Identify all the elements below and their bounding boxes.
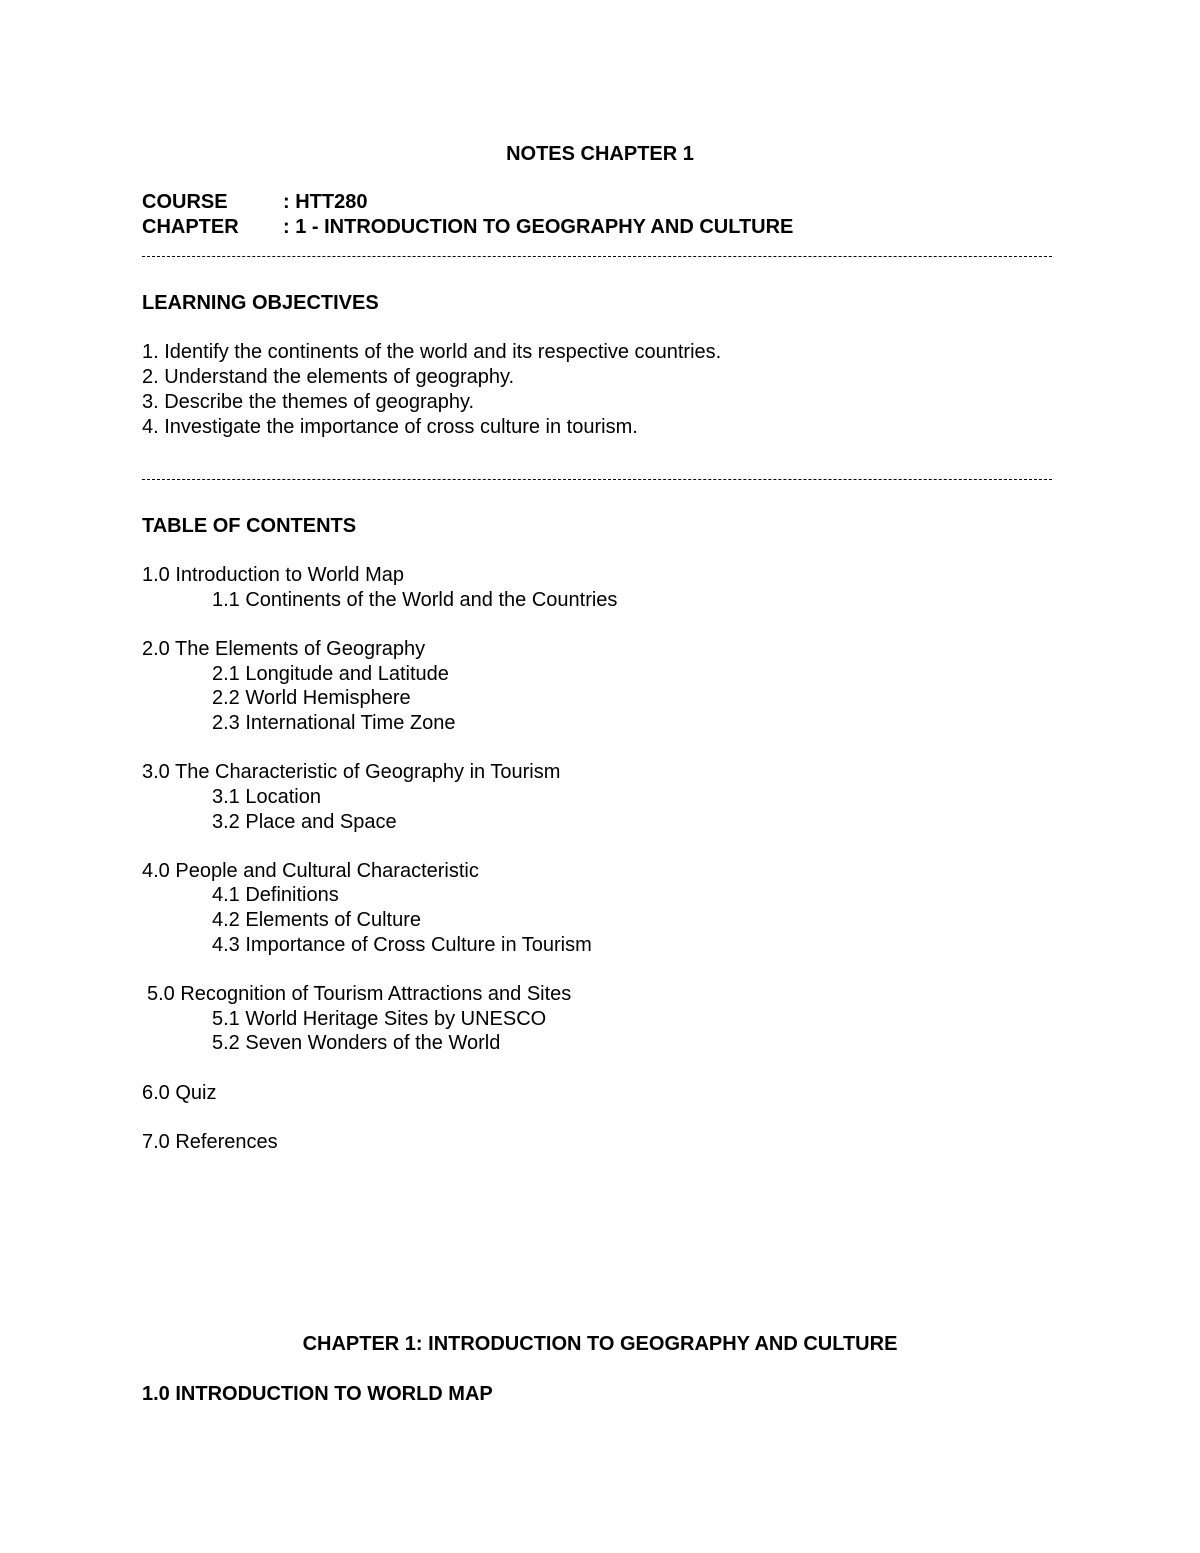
toc-section xyxy=(142,1081,1042,1106)
toc-heading: TABLE OF CONTENTS xyxy=(142,515,357,537)
section-heading: 1.0 INTRODUCTION TO WORLD MAP xyxy=(142,1383,493,1405)
toc-subsection: 2.2 World Hemisphere xyxy=(212,687,411,710)
objective-item: 3. Describe the themes of geography. xyxy=(142,391,475,413)
course-value: : HTT280 xyxy=(283,191,368,213)
chapter-heading: CHAPTER 1: INTRODUCTION TO GEOGRAPHY AND CULTURE xyxy=(302,1333,898,1355)
toc-subsection: 1.1 Continents of the World and the Countries xyxy=(212,588,618,611)
toc-subsection: 3.1 Location xyxy=(212,785,321,808)
toc-section-title: 3.0 The Characteristic of Geography in Tourism xyxy=(142,761,561,784)
toc-section-title: 4.0 People and Cultural Characteristic xyxy=(142,859,479,882)
objective-item: 1. Identify the continents of the world and its respective countries. xyxy=(142,341,722,363)
toc-section xyxy=(142,982,1042,1056)
objective-item: 2. Understand the elements of geography. xyxy=(142,366,515,388)
toc-subsection: 2.1 Longitude and Latitude xyxy=(212,662,449,685)
toc-subsection: 5.1 World Heritage Sites by UNESCO xyxy=(212,1007,547,1030)
toc-section xyxy=(142,859,1042,958)
learning-objectives-heading: LEARNING OBJECTIVES xyxy=(142,292,379,314)
toc-subsection: 4.1 Definitions xyxy=(212,884,339,907)
toc-subsection: 4.3 Importance of Cross Culture in Tourism xyxy=(212,933,592,956)
dashed-divider xyxy=(142,256,1052,257)
toc-subsection: 4.2 Elements of Culture xyxy=(212,909,421,932)
toc-subsection: 3.2 Place and Space xyxy=(212,810,397,833)
toc-section xyxy=(142,563,1042,612)
toc-section-title: 7.0 References xyxy=(142,1130,278,1153)
table-of-contents xyxy=(142,563,1042,1179)
toc-section xyxy=(142,637,1042,736)
course-meta xyxy=(142,190,793,240)
toc-section xyxy=(142,1130,1042,1155)
toc-section-title: 6.0 Quiz xyxy=(142,1081,217,1104)
toc-section-title: 5.0 Recognition of Tourism Attractions and Sites xyxy=(147,982,572,1005)
toc-section-title: 1.0 Introduction to World Map xyxy=(142,564,404,586)
toc-subsection: 5.2 Seven Wonders of the World xyxy=(212,1032,501,1055)
learning-objectives-list xyxy=(142,340,721,440)
toc-section xyxy=(142,760,1042,834)
objective-item: 4. Investigate the importance of cross culture in tourism. xyxy=(142,416,638,438)
document-title: NOTES CHAPTER 1 xyxy=(506,143,694,165)
course-row xyxy=(142,190,793,215)
chapter-label: CHAPTER xyxy=(142,216,239,238)
dashed-divider xyxy=(142,479,1052,480)
toc-section-title: 2.0 The Elements of Geography xyxy=(142,637,426,660)
chapter-row xyxy=(142,215,793,240)
course-label: COURSE xyxy=(142,191,228,213)
toc-subsection: 2.3 International Time Zone xyxy=(212,711,456,734)
chapter-value: : 1 - INTRODUCTION TO GEOGRAPHY AND CULTURE xyxy=(283,216,794,238)
